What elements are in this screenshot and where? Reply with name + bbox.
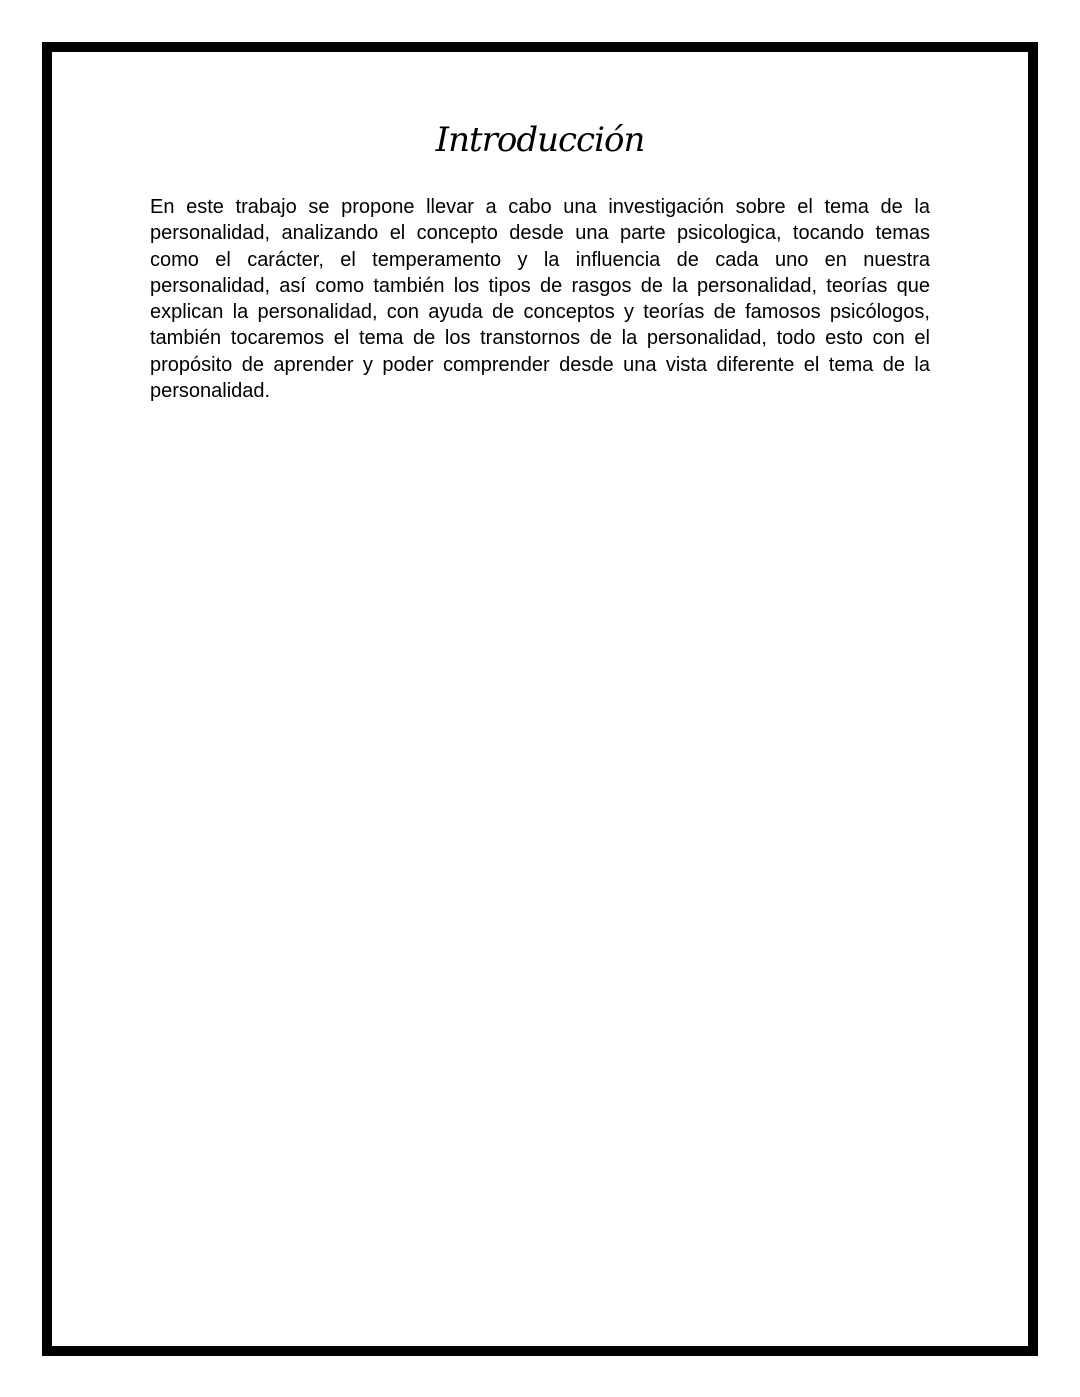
paragraph-line: personalidad, así como también los tipos de rasgos de la personalidad, teorías que — [150, 274, 930, 297]
paragraph-line: también tocaremos el tema de los transtornos de la personalidad, todo esto con el — [150, 327, 930, 350]
paragraph-line: propósito de aprender y poder comprender desde una vista diferente el tema de la — [150, 353, 930, 376]
paragraph-line: como el carácter, el temperamento y la influencia de cada uno en nuestra — [150, 248, 930, 271]
intro-paragraph — [150, 194, 930, 404]
page-title: Introducción — [435, 120, 645, 160]
paragraph-line: explican la personalidad, con ayuda de conceptos y teorías de famosos psicólogos, — [150, 301, 930, 324]
paragraph-line: personalidad, analizando el concepto desde una parte psicologica, tocando temas — [150, 222, 930, 245]
paragraph-line: En este trabajo se propone llevar a cabo una investigación sobre el tema de la — [150, 196, 930, 218]
paragraph-line: personalidad. — [150, 380, 271, 403]
